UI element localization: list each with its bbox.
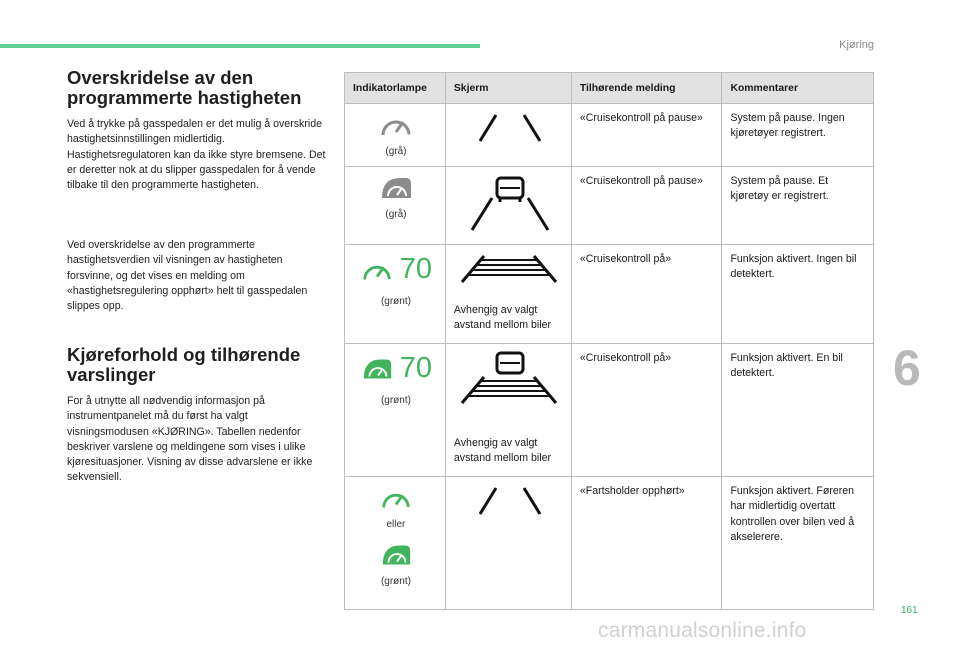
header-indicator: Indikatorlampe — [345, 73, 446, 104]
watermark: carmanualsonline.info — [598, 619, 807, 642]
lane-lines-icon — [454, 111, 564, 147]
header-message: Tilhørende melding — [571, 73, 722, 104]
header-comments: Kommentarer — [722, 73, 874, 104]
screen-cell — [445, 477, 571, 610]
chapter-number: 6 — [893, 340, 921, 396]
indicator-or: eller — [386, 519, 406, 531]
table-header-row — [345, 73, 874, 104]
speedometer-outline-icon — [360, 256, 394, 284]
distance-lines-with-car-icon — [454, 351, 564, 407]
top-accent-bar — [0, 44, 480, 48]
speedometer-car-icon — [379, 541, 413, 569]
indicator-label: (grønt) — [380, 395, 411, 406]
speedometer-car-icon — [378, 174, 414, 202]
screen-cell — [445, 344, 571, 477]
indicator-cell — [345, 167, 446, 245]
page-number: 161 — [901, 605, 918, 616]
message-cell: «Fartsholder opphørt» — [571, 477, 722, 610]
screen-cell — [445, 104, 571, 167]
indicator-label: (grå) — [385, 146, 407, 158]
comment-cell: System på pause. Et kjøretøy er registrert. — [722, 167, 874, 245]
comment-cell: Funksjon aktivert. Føreren har midlertidig overtatt kontrollen over bilen ved å akselerere. — [722, 477, 874, 610]
table-row — [345, 104, 874, 167]
paragraph-exceed-1: Ved å trykke på gasspedalen er det mulig å overskride hastighetsinnstillingen midlertidig. Hastighetsregulatoren kan da ikke styre bremsene. Det er deretter nok at du slipper gasspedalen for å vende tilbake til den programmerte hastigheten. — [67, 118, 326, 192]
screen-note: Avhengig av valgt avstand mellom biler — [453, 304, 552, 331]
paragraph-exceed-2: Ved overskridelse av den programmerte hastighetsverdien vil visningen av hastigheten forsvinne, og det vises en melding om «hastighetsregulering opphørt» helt til gasspedalen slippes opp. — [67, 239, 308, 313]
indicator-label: (grønt) — [380, 575, 411, 587]
table-row — [345, 344, 874, 477]
indicator-label: (grønt) — [380, 296, 411, 307]
speedometer-car-icon — [360, 355, 394, 383]
speedometer-outline-icon — [379, 484, 413, 512]
speedometer-outline-icon — [378, 111, 414, 139]
table-row — [345, 477, 874, 610]
heading-exceeding-speed: Overskridelse av den programmerte hastigheten — [67, 67, 302, 108]
indicator-cell — [345, 477, 446, 610]
heading-driving-conditions: Kjøreforhold og tilhørende varslinger — [67, 344, 301, 385]
indicator-cell — [345, 245, 446, 344]
comment-cell: Funksjon aktivert. Ingen bil detektert. — [722, 245, 874, 344]
message-cell: «Cruisekontroll på pause» — [571, 167, 722, 245]
distance-lines-icon — [454, 252, 564, 286]
comment-cell: Funksjon aktivert. En bil detektert. — [722, 344, 874, 477]
table-row — [345, 167, 874, 245]
table-row — [345, 245, 874, 344]
indicator-cell — [345, 104, 446, 167]
indicator-label: (grå) — [385, 209, 407, 221]
comment-cell: System på pause. Ingen kjøretøyer registrert. — [722, 104, 874, 167]
paragraph-conditions: For å utnytte all nødvendig informasjon på instrumentpanelet må du først ha valgt visningsmodusen «KJØRING». Tabellen nedenfor beskriver varslene og meldingene som vises i ulike kjøresituasjoner. Visning av disse advarslene er ikke sekvensiell. — [67, 395, 313, 484]
message-cell: «Cruisekontroll på» — [571, 245, 722, 344]
indicator-cell — [345, 344, 446, 477]
alerts-table — [344, 72, 874, 610]
screen-cell — [445, 245, 571, 344]
set-speed-value: 70 — [399, 352, 433, 385]
lane-with-car-icon — [454, 174, 564, 234]
set-speed-value: 70 — [399, 253, 433, 286]
section-label: Kjøring — [839, 39, 874, 51]
message-cell: «Cruisekontroll på» — [571, 344, 722, 477]
lane-lines-icon — [454, 484, 564, 520]
screen-cell — [445, 167, 571, 245]
message-cell: «Cruisekontroll på pause» — [571, 104, 722, 167]
header-screen: Skjerm — [445, 73, 571, 104]
screen-note: Avhengig av valgt avstand mellom biler — [453, 437, 552, 464]
